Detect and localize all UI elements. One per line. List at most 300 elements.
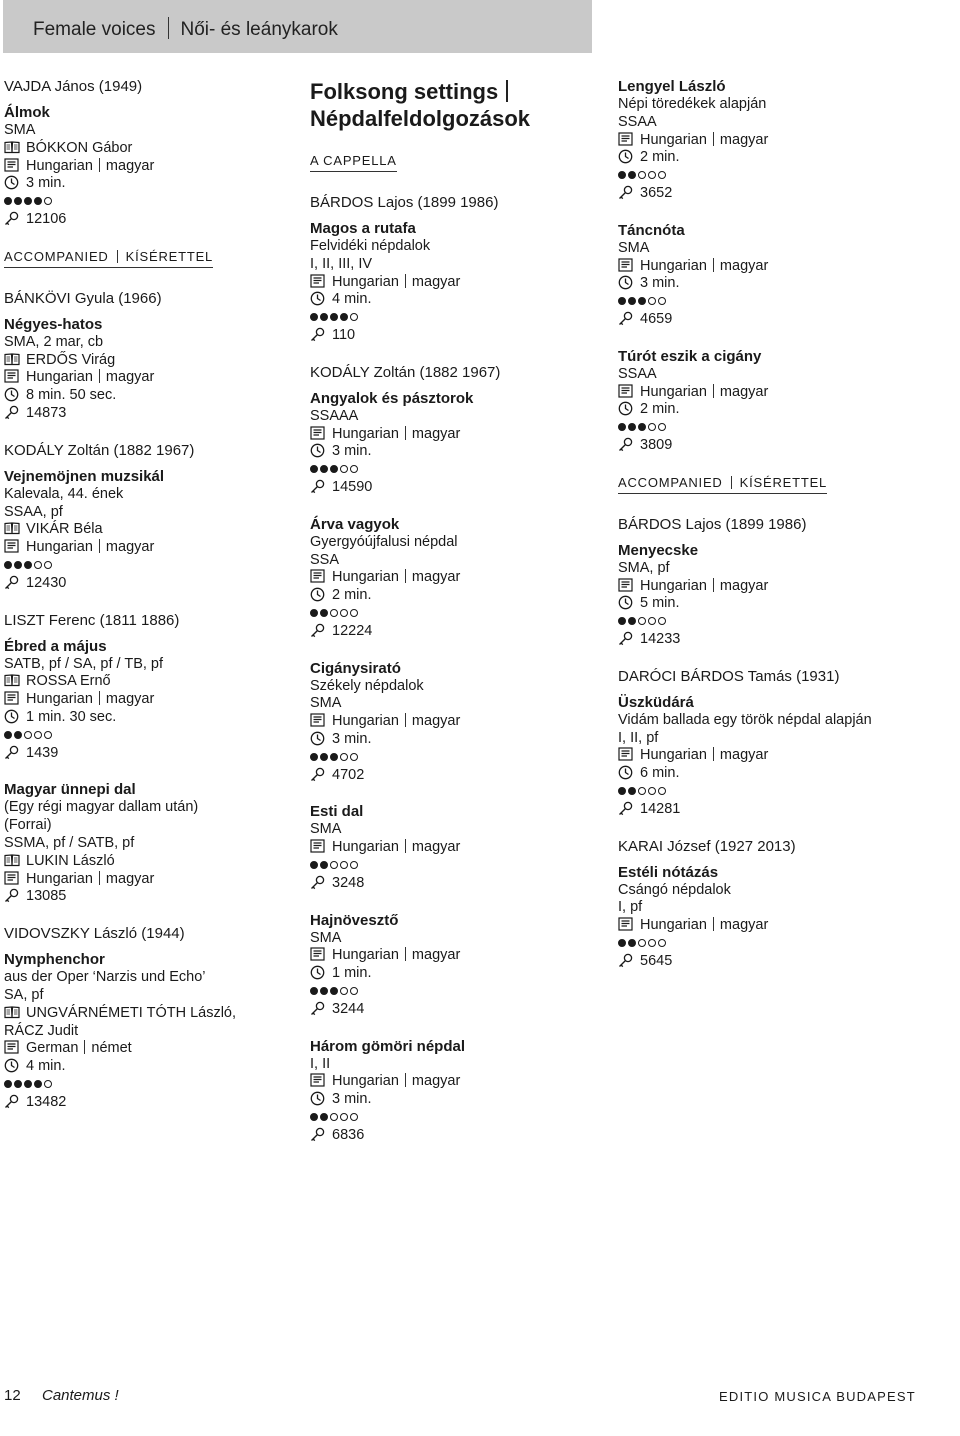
- voices: SSAA: [618, 365, 657, 382]
- filled-dot: [618, 939, 626, 947]
- work-title: Táncnóta: [618, 221, 685, 239]
- work-title: Cigánysirató: [310, 659, 401, 677]
- editor-line-2: RÁCZ Judit: [4, 1022, 79, 1039]
- language-line: Hungarian magyar: [4, 691, 304, 709]
- entry: [310, 660, 610, 785]
- code-line: 14873: [4, 405, 304, 423]
- composer: BÁRDOS Lajos (1899 1986): [618, 515, 807, 533]
- empty-dot: [44, 561, 52, 569]
- code-line: 14590: [310, 479, 610, 497]
- work-title: Magyar ünnepi dal: [4, 781, 136, 799]
- filled-dot: [320, 753, 328, 761]
- subtitle-2: (Forrai): [4, 817, 52, 834]
- difficulty-rating: [310, 309, 610, 327]
- empty-dot: [44, 197, 52, 205]
- entry: [618, 694, 918, 819]
- voices: SMA: [310, 821, 342, 838]
- work-title: Árva vagyok: [310, 515, 400, 533]
- header-left: Female voices: [33, 19, 156, 40]
- subtitle: Kalevala, 44. ének: [4, 485, 124, 502]
- composer: KARAI József (1927 2013): [618, 837, 796, 855]
- difficulty-rating: [310, 605, 610, 623]
- clock-icon: [310, 587, 325, 601]
- empty-dot: [330, 1113, 338, 1121]
- clock-icon: [618, 765, 633, 779]
- editor-line: LUKIN László: [4, 853, 304, 871]
- empty-dot: [340, 609, 348, 617]
- empty-dot: [648, 617, 656, 625]
- text-lines-icon: [4, 369, 19, 383]
- filled-dot: [330, 465, 338, 473]
- clock-icon: [618, 401, 633, 415]
- work-title: Túrót eszik a cigány: [618, 347, 762, 365]
- entry: [310, 803, 610, 892]
- empty-dot: [44, 731, 52, 739]
- section-accompanied: ACCOMPANIED KÍSÉRETTEL: [4, 249, 213, 268]
- difficulty-rating: [618, 293, 918, 311]
- code-line: 110: [310, 327, 610, 345]
- code-line: 4659: [618, 311, 918, 329]
- entry: [4, 925, 304, 1111]
- difficulty-rating: [310, 461, 610, 479]
- voices: SA, pf: [4, 986, 44, 1003]
- work-title: Estéli nótázás: [618, 863, 719, 881]
- language-line: Hungarian magyar: [310, 1073, 610, 1091]
- text-lines-icon: [618, 258, 633, 272]
- empty-dot: [658, 171, 666, 179]
- empty-dot: [350, 753, 358, 761]
- filled-dot: [310, 753, 318, 761]
- text-lines-icon: [618, 132, 633, 146]
- text-lines-icon: [310, 569, 325, 583]
- composer: DARÓCI BÁRDOS Tamás (1931): [618, 667, 840, 685]
- work-title: Négyes-hatos: [4, 315, 103, 333]
- entry: [310, 390, 610, 497]
- filled-dot: [638, 297, 646, 305]
- filled-dot: [628, 297, 636, 305]
- clock-icon: [4, 175, 19, 189]
- clock-icon: [618, 149, 633, 163]
- filled-dot: [34, 197, 42, 205]
- clock-icon: [310, 1091, 325, 1105]
- composer: BÁNKÖVI Gyula (1966): [4, 289, 162, 307]
- text-lines-icon: [4, 691, 19, 705]
- text-lines-icon: [4, 539, 19, 553]
- work-title: Menyecske: [618, 541, 699, 559]
- filled-dot: [14, 1080, 22, 1088]
- text-lines-icon: [310, 274, 325, 288]
- difficulty-rating: [310, 983, 610, 1001]
- voices: SMA: [310, 695, 342, 712]
- key-icon: [618, 311, 633, 325]
- duration-line: 4 min.: [310, 291, 610, 309]
- entry: [4, 781, 304, 906]
- header-right: Női- és leánykarok: [180, 19, 338, 40]
- work-title: Álmok: [4, 104, 50, 121]
- empty-dot: [350, 609, 358, 617]
- composer: LISZT Ferenc (1811 1886): [4, 611, 180, 629]
- empty-dot: [658, 297, 666, 305]
- entry: [4, 442, 304, 593]
- book-icon: [4, 521, 19, 535]
- book-icon: [4, 853, 19, 867]
- empty-dot: [340, 1113, 348, 1121]
- filled-dot: [4, 197, 12, 205]
- composer: KODÁLY Zoltán (1882 1967): [4, 441, 195, 459]
- subtitle: Népi töredékek alapján: [618, 96, 767, 112]
- work-title: Angyalok és pásztorok: [310, 389, 474, 407]
- empty-dot: [638, 787, 646, 795]
- duration-line: 3 min.: [310, 1091, 610, 1109]
- difficulty-rating: [310, 857, 610, 875]
- editor-line: ERDŐS Virág: [4, 352, 304, 370]
- voices: SMA, 2 mar, cb: [4, 333, 104, 350]
- language-line: Hungarian magyar: [310, 274, 610, 292]
- clock-icon: [618, 595, 633, 609]
- voices: I, II, pf: [618, 729, 659, 746]
- key-icon: [310, 875, 325, 889]
- clock-icon: [310, 731, 325, 745]
- filled-dot: [310, 861, 318, 869]
- filled-dot: [628, 939, 636, 947]
- empty-dot: [350, 1113, 358, 1121]
- subtitle: Vidám ballada egy török népdal alapján: [618, 711, 872, 728]
- subtitle: Felvidéki népdalok: [310, 238, 431, 254]
- empty-dot: [350, 465, 358, 473]
- empty-dot: [638, 617, 646, 625]
- duration-line: 2 min.: [310, 587, 610, 605]
- code-line: 1439: [4, 745, 304, 763]
- empty-dot: [340, 987, 348, 995]
- language-line: Hungarian magyar: [618, 578, 918, 596]
- text-lines-icon: [310, 426, 325, 440]
- entry: [618, 222, 918, 329]
- filled-dot: [34, 1080, 42, 1088]
- empty-dot: [648, 171, 656, 179]
- text-lines-icon: [618, 917, 633, 931]
- key-icon: [310, 1127, 325, 1141]
- work-title: Vejnemöjnen muzsikál: [4, 467, 165, 485]
- filled-dot: [320, 465, 328, 473]
- language-line: Hungarian magyar: [618, 917, 918, 935]
- filled-dot: [24, 197, 32, 205]
- language-line: Hungarian magyar: [4, 158, 304, 176]
- section-accompanied: ACCOMPANIED KÍSÉRETTEL: [618, 475, 827, 494]
- work-title: Esti dal: [310, 803, 364, 821]
- section-a-cappella: A CAPPELLA: [310, 153, 397, 172]
- filled-dot: [628, 171, 636, 179]
- text-lines-icon: [310, 839, 325, 853]
- duration-line: 3 min.: [618, 275, 918, 293]
- work-title: Nymphenchor: [4, 951, 105, 969]
- filled-dot: [310, 465, 318, 473]
- duration-line: 6 min.: [618, 765, 918, 783]
- clock-icon: [618, 275, 633, 289]
- difficulty-rating: [4, 727, 304, 745]
- folksong-heading: Folksong settings Népdalfeldolgozások: [310, 79, 531, 131]
- empty-dot: [648, 423, 656, 431]
- empty-dot: [340, 753, 348, 761]
- key-icon: [618, 953, 633, 967]
- key-icon: [618, 437, 633, 451]
- text-lines-icon: [310, 713, 325, 727]
- text-lines-icon: [618, 747, 633, 761]
- filled-dot: [628, 787, 636, 795]
- clock-icon: [310, 443, 325, 457]
- filled-dot: [320, 987, 328, 995]
- filled-dot: [4, 1080, 12, 1088]
- difficulty-rating: [4, 193, 304, 211]
- language-line: Hungarian magyar: [618, 132, 918, 150]
- entry: [4, 78, 304, 229]
- text-lines-icon: [310, 1073, 325, 1087]
- filled-dot: [330, 313, 338, 321]
- voices: SMA: [4, 122, 36, 138]
- language-line: Hungarian magyar: [4, 871, 304, 889]
- composer: KODÁLY Zoltán (1882 1967): [310, 363, 501, 381]
- clock-icon: [310, 965, 325, 979]
- key-icon: [618, 801, 633, 815]
- duration-line: 3 min.: [4, 175, 304, 193]
- entry: [618, 348, 918, 455]
- text-lines-icon: [618, 578, 633, 592]
- difficulty-rating: [618, 783, 918, 801]
- code-line: 13482: [4, 1094, 304, 1112]
- empty-dot: [34, 561, 42, 569]
- work-title: Ébred a május: [4, 637, 107, 655]
- difficulty-rating: [618, 167, 918, 185]
- voices: SSAA, pf: [4, 503, 63, 520]
- book-icon: [4, 352, 19, 366]
- empty-dot: [648, 297, 656, 305]
- filled-dot: [628, 617, 636, 625]
- duration-line: 1 min.: [310, 965, 610, 983]
- entry: [310, 1038, 610, 1145]
- empty-dot: [658, 787, 666, 795]
- entry: [618, 542, 918, 649]
- empty-dot: [648, 787, 656, 795]
- filled-dot: [14, 197, 22, 205]
- key-icon: [310, 767, 325, 781]
- filled-dot: [618, 787, 626, 795]
- section-header: [3, 0, 592, 53]
- code-line: 3248: [310, 875, 610, 893]
- voices: SSAA: [618, 113, 657, 130]
- empty-dot: [340, 861, 348, 869]
- entry: [618, 78, 918, 203]
- empty-dot: [44, 1080, 52, 1088]
- duration-line: 5 min.: [618, 595, 918, 613]
- language-line: Hungarian magyar: [310, 713, 610, 731]
- text-lines-icon: [4, 1040, 19, 1054]
- filled-dot: [340, 313, 348, 321]
- clock-icon: [4, 709, 19, 723]
- entry: [310, 220, 610, 345]
- clock-icon: [310, 291, 325, 305]
- entry: [4, 290, 304, 423]
- text-lines-icon: [4, 158, 19, 172]
- page-number: 12: [4, 1387, 21, 1404]
- work-title: Hajnövesztő: [310, 911, 399, 929]
- subtitle: Gyergyóújfalusi népdal: [310, 533, 458, 550]
- empty-dot: [34, 731, 42, 739]
- duration-line: 3 min.: [310, 731, 610, 749]
- entry: [618, 864, 918, 971]
- code-line: 5645: [618, 953, 918, 971]
- book-icon: [4, 673, 19, 687]
- editor-line: UNGVÁRNÉMETI TÓTH László,: [4, 1005, 304, 1023]
- filled-dot: [638, 423, 646, 431]
- code-line: 4702: [310, 767, 610, 785]
- empty-dot: [330, 609, 338, 617]
- voices: I, II: [310, 1055, 331, 1072]
- language-line: German német: [4, 1040, 304, 1058]
- work-title: Három gömöri népdal: [310, 1037, 466, 1055]
- voices: SSA: [310, 551, 340, 568]
- language-line: Hungarian magyar: [4, 369, 304, 387]
- empty-dot: [658, 617, 666, 625]
- subtitle: Csángó népdalok: [618, 881, 731, 898]
- code-line: 14281: [618, 801, 918, 819]
- code-line: 12430: [4, 575, 304, 593]
- language-line: Hungarian magyar: [4, 539, 304, 557]
- clock-icon: [4, 387, 19, 401]
- language-line: Hungarian magyar: [310, 426, 610, 444]
- code-line: 3809: [618, 437, 918, 455]
- empty-dot: [350, 313, 358, 321]
- difficulty-rating: [618, 935, 918, 953]
- clock-icon: [4, 1058, 19, 1072]
- column-1: [4, 78, 304, 1111]
- filled-dot: [320, 313, 328, 321]
- filled-dot: [4, 561, 12, 569]
- difficulty-rating: [4, 557, 304, 575]
- empty-dot: [648, 939, 656, 947]
- voices: SSMA, pf / SATB, pf: [4, 834, 135, 851]
- book-icon: [4, 140, 19, 154]
- work-title: Magos a rutafa: [310, 220, 416, 237]
- filled-dot: [618, 423, 626, 431]
- key-icon: [4, 888, 19, 902]
- filled-dot: [14, 561, 22, 569]
- filled-dot: [320, 609, 328, 617]
- duration-line: 1 min. 30 sec.: [4, 709, 304, 727]
- filled-dot: [4, 731, 12, 739]
- text-lines-icon: [4, 871, 19, 885]
- composer: BÁRDOS Lajos (1899 1986): [310, 194, 499, 211]
- voices: I, pf: [618, 899, 643, 916]
- empty-dot: [638, 171, 646, 179]
- filled-dot: [618, 617, 626, 625]
- difficulty-rating: [618, 419, 918, 437]
- filled-dot: [330, 753, 338, 761]
- voices: SATB, pf / SA, pf / TB, pf: [4, 655, 164, 672]
- filled-dot: [24, 1080, 32, 1088]
- entry: [310, 516, 610, 641]
- key-icon: [4, 1094, 19, 1108]
- column-2: [310, 78, 610, 1144]
- key-icon: [618, 631, 633, 645]
- key-icon: [310, 479, 325, 493]
- entry: [310, 912, 610, 1019]
- filled-dot: [310, 1113, 318, 1121]
- work-title: Lengyel László: [618, 78, 726, 95]
- code-line: 14233: [618, 631, 918, 649]
- key-icon: [4, 575, 19, 589]
- editor-line: VIKÁR Béla: [4, 521, 304, 539]
- composer: VIDOVSZKY László (1944): [4, 925, 185, 943]
- filled-dot: [24, 561, 32, 569]
- language-line: Hungarian magyar: [618, 384, 918, 402]
- difficulty-rating: [310, 1109, 610, 1127]
- header-divider: [168, 17, 169, 39]
- code-line: 12106: [4, 211, 304, 229]
- book-icon: [4, 1005, 19, 1019]
- empty-dot: [658, 939, 666, 947]
- code-line: 12224: [310, 623, 610, 641]
- code-line: 3244: [310, 1001, 610, 1019]
- subtitle: Székely népdalok: [310, 677, 424, 694]
- filled-dot: [14, 731, 22, 739]
- filled-dot: [320, 861, 328, 869]
- empty-dot: [24, 731, 32, 739]
- key-icon: [310, 1001, 325, 1015]
- empty-dot: [350, 861, 358, 869]
- filled-dot: [618, 297, 626, 305]
- key-icon: [310, 327, 325, 341]
- duration-line: 4 min.: [4, 1058, 304, 1076]
- difficulty-rating: [310, 749, 610, 767]
- voices: SSAAA: [310, 407, 359, 424]
- difficulty-rating: [618, 613, 918, 631]
- code-line: 3652: [618, 185, 918, 203]
- voices: SMA: [310, 929, 342, 946]
- duration-line: 2 min.: [618, 149, 918, 167]
- voices: SMA, pf: [618, 559, 670, 576]
- empty-dot: [658, 423, 666, 431]
- filled-dot: [330, 987, 338, 995]
- work-title: Üszküdárá: [618, 693, 694, 711]
- key-icon: [4, 745, 19, 759]
- filled-dot: [618, 171, 626, 179]
- language-line: Hungarian magyar: [618, 258, 918, 276]
- filled-dot: [320, 1113, 328, 1121]
- subtitle: aus der Oper ‘Narzis und Echo’: [4, 969, 206, 986]
- empty-dot: [330, 861, 338, 869]
- column-3: [618, 78, 918, 971]
- subtitle: (Egy régi magyar dallam után): [4, 799, 199, 816]
- publisher-name: EDITIO MUSICA BUDAPEST: [719, 1389, 916, 1404]
- filled-dot: [628, 423, 636, 431]
- language-line: Hungarian magyar: [310, 569, 610, 587]
- editor-line: ROSSA Ernő: [4, 673, 304, 691]
- empty-dot: [638, 939, 646, 947]
- editor-line: BÓKKON Gábor: [4, 140, 304, 158]
- empty-dot: [350, 987, 358, 995]
- key-icon: [310, 623, 325, 637]
- key-icon: [618, 185, 633, 199]
- key-icon: [4, 405, 19, 419]
- entry: [4, 612, 304, 763]
- language-line: Hungarian magyar: [618, 747, 918, 765]
- key-icon: [4, 211, 19, 225]
- language-line: Hungarian magyar: [310, 839, 610, 857]
- code-line: 13085: [4, 888, 304, 906]
- voices: SMA: [618, 239, 650, 256]
- voices: I, II, III, IV: [310, 255, 373, 272]
- empty-dot: [340, 465, 348, 473]
- language-line: Hungarian magyar: [310, 947, 610, 965]
